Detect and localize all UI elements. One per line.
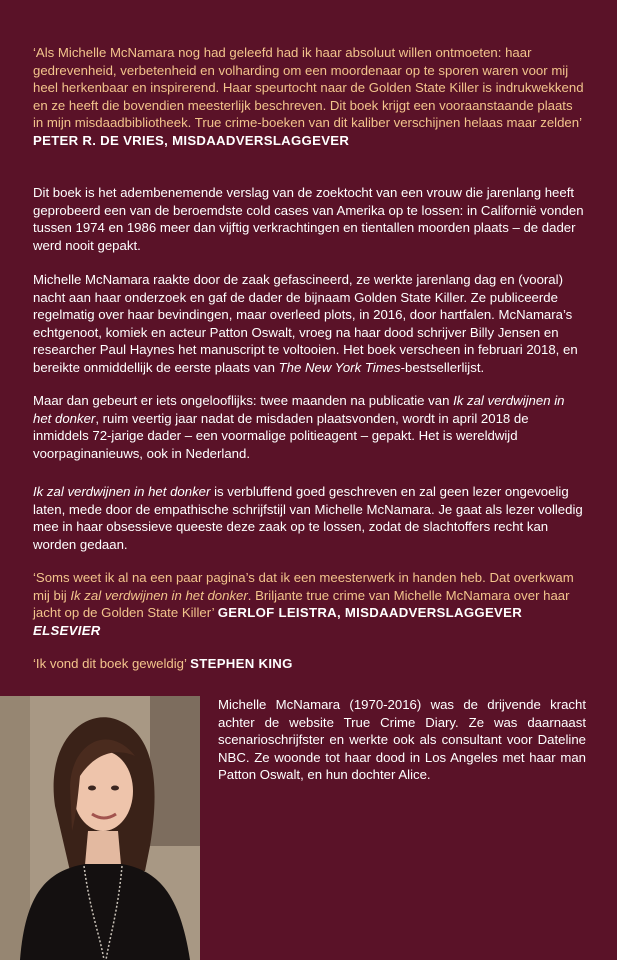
blurb-quote-text: ‘Als Michelle McNamara nog had geleefd had ik haar absoluut willen ontmoeten: haar gedrevenheid, verbetenheid en volharding om een moordenaar op te sporen waren voor mij heel herkenbaar en inspirerend. Haar speurtocht naar de Golden State Killer is indrukwekkend en ze heeft die bovendien meesterlijk beschreven. Dit boek krijgt een vooraanstaande plaats in mijn misdaadbibliotheek. True crime-boeken van dit kaliber verschijnen helaas maar zelden’ (33, 45, 584, 131)
blurb-quote-text: ‘Ik vond dit boek geweldig’ (33, 656, 187, 671)
author-photo (0, 696, 200, 960)
attribution-publication: ELSEVIER (33, 622, 101, 638)
attribution-name: GERLOF LEISTRA, MISDAADVERSLAGGEVER (217, 605, 523, 621)
synopsis-paragraph-2 (33, 271, 585, 377)
author-portrait-illustration (0, 696, 200, 960)
synopsis-paragraph-4 (33, 483, 585, 553)
synopsis-paragraph-1: Dit boek is het adembenemende verslag van de zoektocht van een vrouw die jarenlang heeft geprobeerd een van de beroemdste cold cases van Amerika op te lossen: in Californië vonden tussen 1974 en 1986 meer dan vijftig verkrachtingen en tientallen moorden plaats – de dader werd nooit gepakt. (33, 185, 584, 253)
synopsis-text: , ruim veertig jaar nadat de misdaden plaatsvonden, wordt in april 2018 de inmiddels 72-jarige dader – een voormalige politieagent – gepakt. Het is wereldwijd voorpaginanieuws, ook in Nederland. (33, 410, 529, 461)
blurb-peter-r-de-vries (33, 44, 585, 150)
synopsis-text-suffix: -bestsellerlijst. (400, 359, 485, 375)
synopsis-paragraph-3 (33, 392, 585, 462)
blurb-attribution: STEPHEN KING (190, 656, 293, 671)
book-title: Ik zal verdwijnen in het donker (33, 393, 565, 426)
synopsis-text: is verbluffend goed geschreven en zal geen lezer ongevoelig laten, mede door de empathische schrijfstijl van Michelle McNamara. Je gaat als lezer volledig mee in haar obsessieve queeste deze zaak op te lossen, zodat de slachtoffers recht kan worden gedaan. (33, 484, 583, 552)
blurb-gerlof-leistra (33, 569, 585, 639)
blurb-stephen-king (33, 655, 585, 673)
author-bio: Michelle McNamara (1970-2016) was de drijvende kracht achter de website True Crime Diary. Ze was daarnaast scenarioschrijfster en werkte ook als consultant voor Dateline NBC. Ze woonde tot haar dood in Los Angeles met haar man Patton Oswalt, en hun dochter Alice. (218, 697, 586, 783)
synopsis-text: Michelle McNamara raakte door de zaak gefascineerd, ze werkte jarenlang dag en (vooral) nacht aan haar onderzoek en gaf de dader de bijnaam Golden State Killer. Ze publiceerde regelmatig over haar bevindingen, maar overleed plots, in 2016, door hartfalen. McNamara’s echtgenoot, komiek en acteur Patton Oswalt, vroeg na haar dood schrijver Billy Jensen en researcher Paul Haynes het manuscript te voltooien. Het boek verscheen in februari 2018, en bereikte onmiddellijk de eerste plaats van (33, 272, 578, 375)
book-title: Ik zal verdwijnen in het donker (70, 587, 248, 603)
newspaper-title: The New York Times (278, 359, 401, 375)
blurb-attribution: PETER R. DE VRIES, MISDAADVERSLAGGEVER (33, 132, 350, 148)
blurb-quote-part: . Briljante true crime van Michelle McNamara over haar jacht op de Golden State Killer’ (33, 587, 570, 621)
book-title: Ik zal verdwijnen in het donker (33, 484, 211, 499)
synopsis-text: Maar dan gebeurt er iets ongelooflijks: twee maanden na publicatie van (33, 393, 454, 408)
blurb-quote-part: ‘Soms weet ik al na een paar pagina’s dat ik een meesterwerk in handen heb. Dat overkwam mij bij (33, 570, 574, 603)
